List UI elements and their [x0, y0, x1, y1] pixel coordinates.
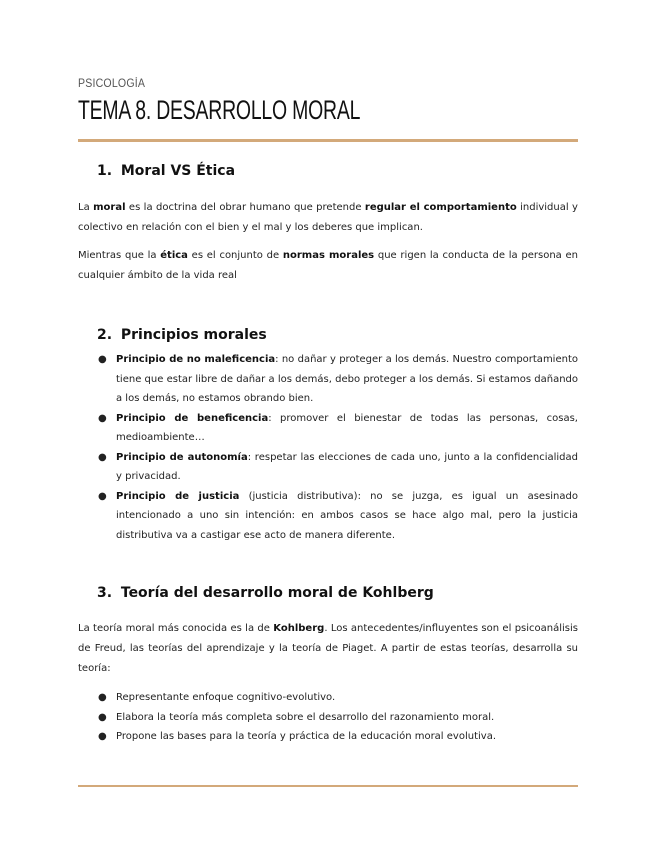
bold-term-kohlberg: Kohlberg	[273, 623, 325, 634]
text-run: La teoría moral más conocida es la de	[78, 623, 274, 634]
section-2-number: 2.	[97, 327, 113, 343]
principles-list	[78, 350, 578, 545]
principle-text: (justicia distributiva): no se juzga, es igual un asesinado intencionado a uno sin intención: en ambos casos se hace algo mal, pero la justicia distributiva va a castigar ese acto de manera diferente.	[116, 490, 578, 541]
principle-term: Principio de autonomía	[116, 451, 248, 463]
section-3-heading	[97, 585, 434, 601]
principle-text: : no dañar y proteger a los demás. Nuestro comportamiento tiene que estar libre de dañar a los demás, debo proteger a los demás. Si estamos dañando a los demás, no estamos obrando bien.	[116, 354, 578, 404]
bold-term-regular: regular el comportamiento	[364, 202, 517, 213]
list-item	[78, 448, 578, 487]
section-3-title: Teoría del desarrollo moral de Kohlberg	[120, 585, 434, 601]
section-2-title: Principios morales	[120, 327, 267, 343]
text-run: individual y colectivo en relación con el bien y el mal y los deberes que implican.	[78, 202, 578, 233]
section-1-title: Moral VS Ética	[120, 163, 236, 179]
section-1-heading	[97, 163, 235, 179]
list-item	[78, 409, 578, 448]
header-divider	[78, 139, 578, 142]
list-item	[78, 487, 578, 546]
footer-divider	[78, 785, 578, 787]
principle-term: Principio de no maleficencia	[116, 354, 276, 365]
bullet-icon: ●	[98, 412, 107, 424]
text-run: La	[78, 202, 94, 213]
bold-term-moral: moral	[93, 202, 126, 213]
list-item-text: Representante enfoque cognitivo-evolutivo.	[116, 692, 336, 703]
subject-label: PSICOLOGÍA	[78, 78, 146, 90]
section-1-number: 1.	[97, 163, 113, 179]
bullet-icon: ●	[98, 451, 107, 463]
bullet-icon: ●	[98, 490, 107, 502]
list-item	[78, 727, 578, 747]
page-title: TEMA 8. DESARROLLO MORAL	[78, 95, 361, 125]
text-run: Mientras que la	[78, 250, 161, 261]
principle-text: : respetar las elecciones de cada uno, junto a la confidencialidad y privacidad.	[116, 451, 579, 482]
list-item-text: Propone las bases para la teoría y práctica de la educación moral evolutiva.	[116, 731, 496, 742]
principle-term: Principio de beneficencia	[116, 412, 269, 424]
principle-text: : promover el bienestar de todas las personas, cosas, medioambiente…	[116, 412, 578, 443]
bullet-icon: ●	[98, 711, 107, 723]
section-3-number: 3.	[97, 585, 113, 601]
section-2-heading	[97, 327, 267, 343]
list-item	[78, 688, 578, 708]
text-run: que rigen la conducta de la persona en cualquier ámbito de la vida real	[78, 250, 579, 281]
bold-term-normas: normas morales	[282, 250, 375, 261]
text-run: . Los antecedentes/influyentes son el psicoanálisis de Freud, las teorías del aprendizaje y la teoría de Piaget. A partir de estas teorías, desarrolla su teoría:	[78, 623, 578, 674]
bold-term-etica: ética	[160, 250, 188, 261]
bullet-icon: ●	[98, 692, 107, 703]
bullet-icon: ●	[98, 731, 107, 742]
kohlberg-list	[78, 688, 578, 747]
text-run: es la doctrina del obrar humano que pretende	[125, 202, 365, 213]
section-1-paragraph-2	[78, 246, 578, 286]
list-item	[78, 350, 578, 409]
section-1-paragraph-1	[78, 198, 578, 238]
bullet-icon: ●	[98, 354, 107, 365]
text-run: es el conjunto de	[187, 250, 283, 261]
list-item-text: Elabora la teoría más completa sobre el desarrollo del razonamiento moral.	[116, 711, 495, 723]
principle-term: Principio de justicia	[116, 490, 240, 502]
list-item	[78, 708, 578, 728]
section-3-paragraph	[78, 619, 578, 679]
